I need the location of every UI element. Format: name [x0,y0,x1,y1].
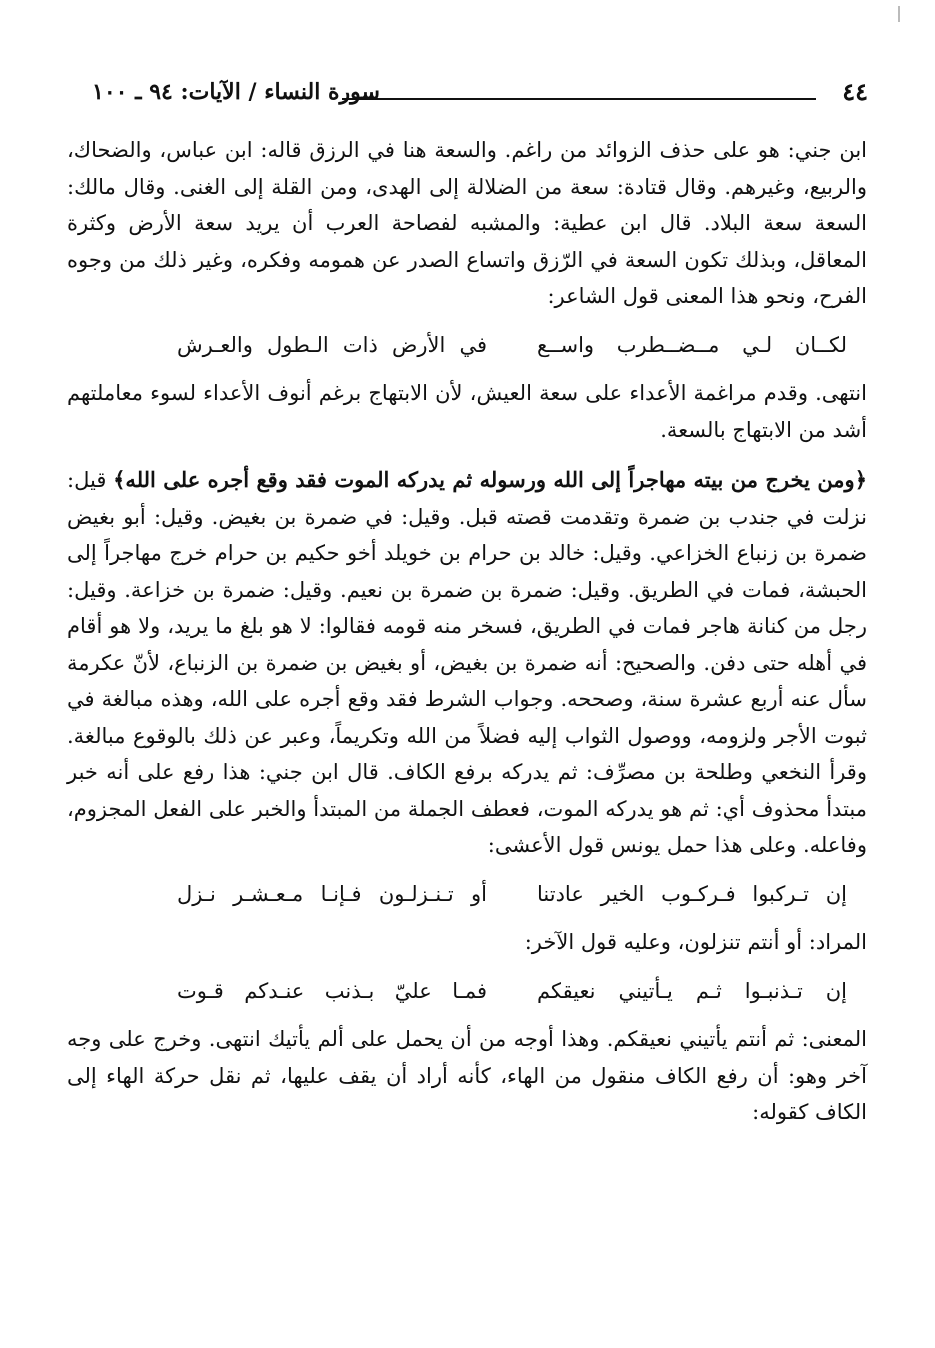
page-number: ٤٤ [842,77,868,106]
verse-1-first-hemistich: لكــان لـي مــضــطرب واســع [537,332,847,357]
verse-1-second-hemistich: في الأرض ذات الـطول والعـرش [177,332,487,357]
quran-verse: ﴿ومن يخرج من بيته مهاجراً إلى الله ورسوله ثم يدركه الموت فقد وقع أجره على الله﴾ [113,467,867,492]
verse-2-second-hemistich: أو تـنـزلـون فـإنـا مـعـشـر نـزل [177,881,487,906]
paragraph-3 [67,462,867,864]
paragraph-4: المراد: أو أنتم تنزلون، وعليه قول الآخر: [524,930,867,954]
verse-3-first-hemistich: إن تـذنبـوا ثـم يـأتيني نعيقكم [537,978,847,1003]
poetry-verse-3 [67,973,867,1010]
verse-gap [487,876,537,913]
paragraph-2: انتهى. وقدم مراغمة الأعداء على سعة العيش، لأن الابتهاج برغم أنوف الأعداء لسوء معاملتهم أشد من الابتهاج بالسعة. [67,381,867,442]
page-body [67,132,867,1131]
paragraph-3-text: قيل: نزلت في جندب بن ضمرة وتقدمت قصته قبل. وقيل: في ضمرة بن بغيض. وقيل: أبو بغيض ضمرة بن زنباع الخزاعي. وقيل: خالد بن حرام بن خويلد أخو حكيم بن حرام خرج مهاجراً إلى الحبشة، فمات في الطريق. وقيل: ضمرة بن ضمرة بن نعيم. وقيل: ضمرة بن خزاعة. وقيل: رجل من كنانة هاجر فمات في الطريق، فسخر منه قومه فقالوا: لا هو بلغ ما يريد، ولا هو أقام في أهله حتى دفن. والصحيح: أنه ضمرة بن بغيض، أو بغيض بن ضمرة بن الزنباع، لأنّ عكرمة سأل عنه أربع عشرة سنة، وصححه. وجواب الشرط فقد وقع أجره على الله، وهذه مبالغة في ثبوت الأجر ولزومه، ووصول الثواب إليه فضلاً من الله وتكريماً، وعبر عن ذلك بالوقوع مبالغة. وقرأ النخعي وطلحة بن مصرِّف: ثم يدركه برفع الكاف. قال ابن جني: هذا رفع على أنه خبر مبتدأ محذوف أي: ثم هو يدركه الموت، فعطف الجملة من المبتدأ والخبر على الفعل المجزوم، وفاعله. وعلى هذا حمل يونس قول الأعشى: [67,468,867,857]
paragraph-spacer [67,448,867,462]
poetry-verse-2 [67,876,867,913]
verse-gap [487,973,537,1010]
verse-gap [487,327,537,364]
paragraph-5: المعنى: ثم أنتم يأتيني نعيقكم. وهذا أوجه من أن يحمل على ألم يأتيك انتهى. وخرج على وجه آخر وهو: أن رفع الكاف منقول من الهاء، كأنه أراد أن يقف عليها، ثم نقل حركة الهاء إلى الكاف كقوله: [67,1027,867,1124]
paragraph-1: ابن جني: هو على حذف الزوائد من راغم. والسعة هنا في الرزق قاله: ابن عباس، والضحاك، والربيع، وغيرهم. وقال قتادة: سعة من الضلالة إلى الهدى، ومن القلة إلى الغنى. وقال مالك: السعة سعة البلاد. قال ابن عطية: والمشبه لفصاحة العرب أن يريد سعة الأرض وكثرة المعاقل، وبذلك تكون السعة في الرّزق واتساع الصدر عن همومه وفكره، وغير ذلك من وجوه الفرح، ونحو هذا المعنى قول الشاعر: [67,138,867,308]
running-header [92,70,868,110]
verse-3-second-hemistich: فمـا عليّ بـذنب عنـدكم قـوت [177,978,487,1003]
scan-mark [898,6,900,22]
verse-2-first-hemistich: إن تـركبوا فـركـوب الخير عادتنا [537,881,847,906]
header-rule [342,98,816,100]
poetry-verse-1 [67,327,867,364]
header-title: سورة النساء / الآيات: ٩٤ ـ ١٠٠ [92,79,380,105]
